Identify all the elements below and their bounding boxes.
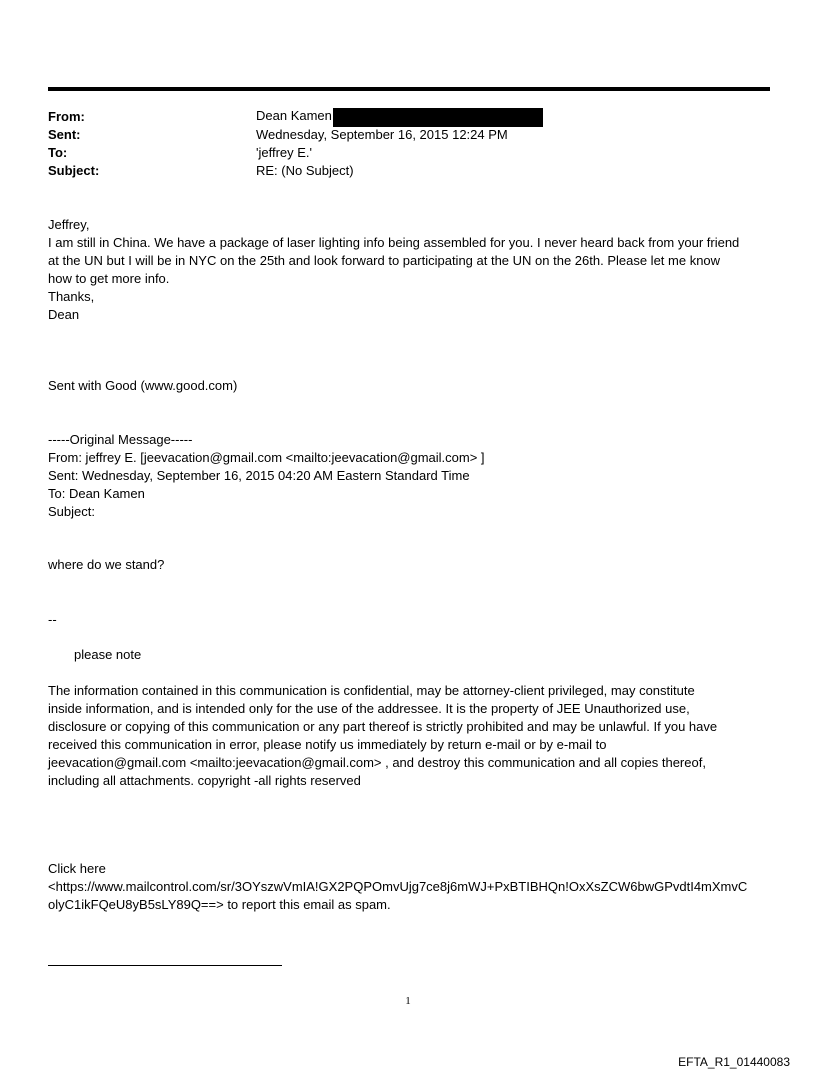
original-from: From: jeffrey E. [jeevacation@gmail.com <mailto:jeevacation@gmail.com> ] <box>48 450 485 465</box>
disclaimer-line: jeevacation@gmail.com <mailto:jeevacation@gmail.com> , and destroy this communication and all copies thereof, <box>48 755 706 770</box>
body-line: how to get more info. <box>48 271 170 286</box>
closing: Thanks, <box>48 289 95 304</box>
bates-number: EFTA_R1_01440083 <box>678 1055 790 1069</box>
to-value: 'jeffrey E.' <box>256 145 313 160</box>
from-name: Dean Kamen <box>256 108 332 124</box>
disclaimer-line: disclosure or copying of this communication or any part thereof is strictly prohibited and may be unlawful. If you have <box>48 719 718 734</box>
sent-with-note: Sent with Good (www.good.com) <box>48 378 238 393</box>
please-note: please note <box>74 647 142 662</box>
from-label: From: <box>48 109 85 124</box>
to-label: To: <box>48 145 68 160</box>
disclaimer-line: including all attachments. copyright -all rights reserved <box>48 773 361 788</box>
email-header <box>48 108 543 180</box>
header-to-row <box>48 144 543 162</box>
footnote-divider <box>48 965 282 966</box>
body-line: I am still in China. We have a package of laser lighting info being assembled for you. I never heard back from your friend <box>48 235 740 250</box>
signature: Dean <box>48 307 80 322</box>
header-sent-row <box>48 126 543 144</box>
original-sent: Sent: Wednesday, September 16, 2015 04:20 AM Eastern Standard Time <box>48 468 470 483</box>
disclaimer-line: The information contained in this communication is confidential, may be attorney-client privileged, may constitute <box>48 683 695 698</box>
email-body <box>48 216 770 324</box>
page-number: 1 <box>405 995 411 1007</box>
spam-link: <https://www.mailcontrol.com/sr/3OYszwVmIA!GX2PQPOmvUjg7ce8j6mWJ+PxBTIBHQn!OxXsZCW6bwGPvdtI4mXmvC <box>48 879 748 894</box>
spam-link-end: olyC1ikFQeU8yB5sLY89Q==> to report this email as spam. <box>48 897 391 912</box>
sent-label: Sent: <box>48 127 81 142</box>
redaction-block <box>333 108 543 127</box>
original-message-header <box>48 431 770 521</box>
from-value <box>256 107 543 126</box>
original-separator: -----Original Message----- <box>48 432 193 447</box>
body-line: at the UN but I will be in NYC on the 25th and look forward to participating at the UN on the 26th. Please let me know <box>48 253 721 268</box>
confidentiality-disclaimer <box>48 682 770 790</box>
subject-label: Subject: <box>48 163 100 178</box>
top-divider <box>48 87 770 91</box>
header-subject-row <box>48 162 543 180</box>
spam-click-here: Click here <box>48 861 106 876</box>
greeting: Jeffrey, <box>48 217 90 232</box>
signature-dash: -- <box>48 612 57 627</box>
spam-report <box>48 860 770 914</box>
disclaimer-line: received this communication in error, please notify us immediately by return e-mail or by e-mail to <box>48 737 607 752</box>
sent-value: Wednesday, September 16, 2015 12:24 PM <box>256 127 508 142</box>
original-to: To: Dean Kamen <box>48 486 145 501</box>
original-message-text: where do we stand? <box>48 557 165 572</box>
original-subject: Subject: <box>48 504 95 519</box>
disclaimer-line: inside information, and is intended only for the use of the addressee. It is the property of JEE Unauthorized use, <box>48 701 690 716</box>
subject-value: RE: (No Subject) <box>256 163 354 178</box>
header-from-row <box>48 108 543 126</box>
